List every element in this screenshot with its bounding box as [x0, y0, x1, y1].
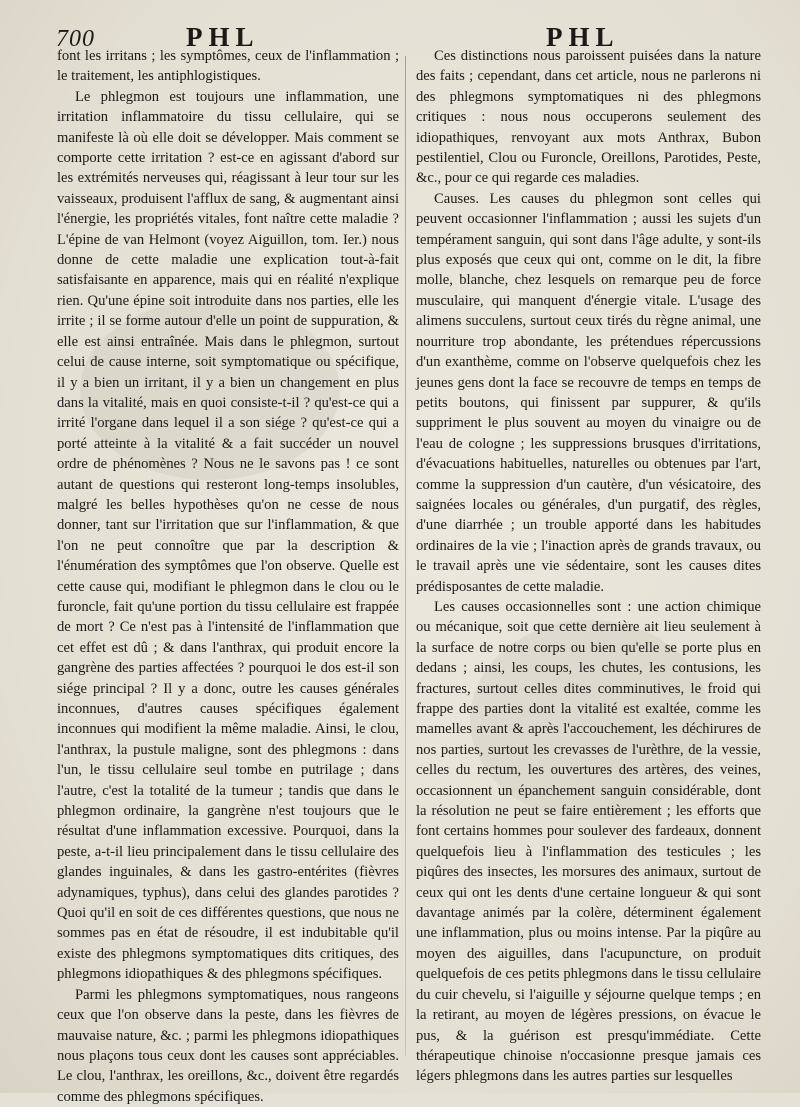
running-head-right: PHL — [546, 22, 620, 52]
paragraph: font les irritans ; les symptômes, ceux de l'inflammation ; le traitement, les antiphlogistiques. — [57, 48, 399, 85]
paragraph: Le phlegmon est toujours une inflammation, une irritation inflammatoire du tissu cellulaire, qui se manifeste là où elle doit se développer. Mais comment se comporte cette irritation ? est-ce en agissant d'abord sur les extrémités nerveuses qui, réagissant à leur tour sur les vaisseaux, produisent l'afflux de sang, & augmentant ainsi l'énergie, les propriétés vitales, font naître cette maladie ? L'épine de van Helmont (voyez Aiguillon, tom. Ier.) nous donne de cette maladie une explication tout-à-fait satisfaisante en apparence, mais qui en réalité n'explique rien. Qu'une épine soit introduite dans nos parties, elle les irrite ; il se forme autour d'elle un point de suppuration, & elle est ainsi entraînée. Mais dans le phlegmon, surtout celui de cause interne, soit symptomatique ou spécifique, il y a bien un irritant, il y a bien un changement en plus dans la vitalité, mais en quoi consiste-t-il ? qu'est-ce qui a irrité l'organe dans lequel il a son siége ? qu'est-ce qui a porté atteinte à la vitalité & a fait succéder un nouvel ordre de phénomènes ? Nous ne le savons pas ! ce sont autant de questions qui resteront long-temps insolubles, malgré les belles hypothèses qu'on ne cesse de nous donner, tant sur l'irritation que sur l'inflammation, & que l'on ne peut connoître que par la description & l'énumération des symptômes que l'on observe. Quelle est cette cause qui, modifiant le phlegmon dans le clou ou le furoncle, fait qu'une portion du tissu cellulaire est frappée de mort ? Ce n'est pas à l'intensité de l'inflammation que cet effet est dû ; & dans l'anthrax, qui produit encore la gangrène des parties affectées ? pourquoi le dos est-il son siége principal ? Il y a donc, outre les causes générales inconnues, d'autres causes spécifiques également inconnues qui modifient la même maladie. Ainsi, le clou, l'anthrax, la pustule maligne, sont des phlegmons : dans l'un, le tissu cellulaire seul tombe en putrilage ; dans l'autre, c'est la totalité de la tumeur ; tandis que dans le phlegmon ordinaire, la gangrène n'est toujours que le résultat d'une inflammation excessive. Pourquoi, dans la peste, a-t-il lieu principalement dans le tissu cellulaire des glandes inguinales, & dans les gastro-entérites (fièvres adynamiques, typhus), dans celui des glandes parotides ? Quoi qu'il en soit de ces différentes questions, que nous ne sommes pas en état de résoudre, il est indubitable qu'il existe des phlegmons symptomatiques dits critiques, des phlegmons idiopathiques & des phlegmons spécifiques. — [57, 88, 399, 983]
left-text-column — [57, 46, 399, 1107]
paragraph: Causes. Les causes du phlegmon sont celles qui peuvent occasionner l'inflammation ; aussi les sujets d'un tempérament sanguin, qui sont dans l'âge adulte, y sont-ils plus exposés que ceux qui ont, comme on le dit, la fibre molle, blanche, chez lesquels on remarque peu de force musculaire, qui manquent d'énergie vitale. L'usage des alimens succulens, surtout ceux tirés du règne animal, une nourriture trop abondante, les prétendues répercussions d'un exanthème, comme on l'observe quelquefois chez les jeunes gens dont la face se recouvre de temps en temps de petits boutons, qui finissent par suppurer, & qu'ils suppriment le plus souvent au moyen du vinaigre ou de l'eau de cologne ; les suppressions brusques d'irritations, d'évacuations habituelles, naturelles ou obtenues par l'art, comme la suppression d'un cautère, d'un vésicatoire, des saignées locales ou générales, d'un purgatif, des règles, d'une diarrhée ; un trouble apporté dans les habitudes ordinaires de la vie ; l'inaction après de grands travaux, ou le travail après une vie sédentaire, sont les causes dites prédisposantes de cette maladie. — [416, 190, 761, 595]
paragraph: Parmi les phlegmons symptomatiques, nous rangeons ceux que l'on observe dans la peste, dans les fièvres de mauvaise nature, &c. ; parmi les phlegmons idiopathiques nous plaçons tous ceux dont les causes sont appréciables. Le clou, l'anthrax, les oreillons, &c., doivent être regardés comme des phlegmons spécifiques. — [57, 986, 399, 1105]
column-divider — [405, 56, 406, 1056]
page-number: 700 — [56, 26, 95, 52]
running-head-left: PHL — [186, 22, 260, 52]
paragraph: Ces distinctions nous paroissent puisées dans la nature des faits ; cependant, dans cet article, nous ne parlerons ni des phlegmons symptomatiques ni des phlegmons critiques : nous nous occuperons seulement des idiopathiques, renvoyant aux mots Anthrax, Bubon pestilentiel, Clou ou Furoncle, Oreillons, Parotides, Peste, &c., pour ce qui regarde ces maladies. — [416, 48, 761, 187]
right-text-column — [416, 46, 761, 1087]
paragraph: Les causes occasionnelles sont : une action chimique ou mécanique, soit que cette dernière ait lieu seulement à la surface de notre corps ou bien qu'elle se porte plus en dedans ; ainsi, les coups, les chutes, les contusions, les fractures, surtout celles dites comminutives, le froid qui frappe des parties dont la vitalité est exaltée, comme les mamelles avant & après l'accouchement, les déchirures de nos parties, surtout les crevasses de l'urèthre, de la vessie, celles du rectum, les ouvertures des artères, des veines, occasionnent un épanchement sanguin considérable, dont la résolution ne peut se faire entièrement ; les efforts que font certains hommes pour soulever des fardeaux, donnent quelquefois lieu à l'inflammation des testicules ; les piqûres des insectes, les morsures des animaux, surtout de ceux qui ont les dents d'une certaine longueur & qui sont davantage animés par la colère, déterminent également une inflammation, plus ou moins intense. Par la piqûre au moyen des aiguilles, dans l'acupuncture, on produit quelquefois de ces petits phlegmons dans le tissu cellulaire du cuir chevelu, si l'aiguille y séjourne quelque temps ; en la retirant, au moyen de légères pressions, on évacue le pus, & la guérison est presqu'immédiate. Cette thérapeutique chinoise n'occasionne presque jamais ces légers phlegmons dans les autres parties sur lesquelles — [416, 598, 761, 1085]
